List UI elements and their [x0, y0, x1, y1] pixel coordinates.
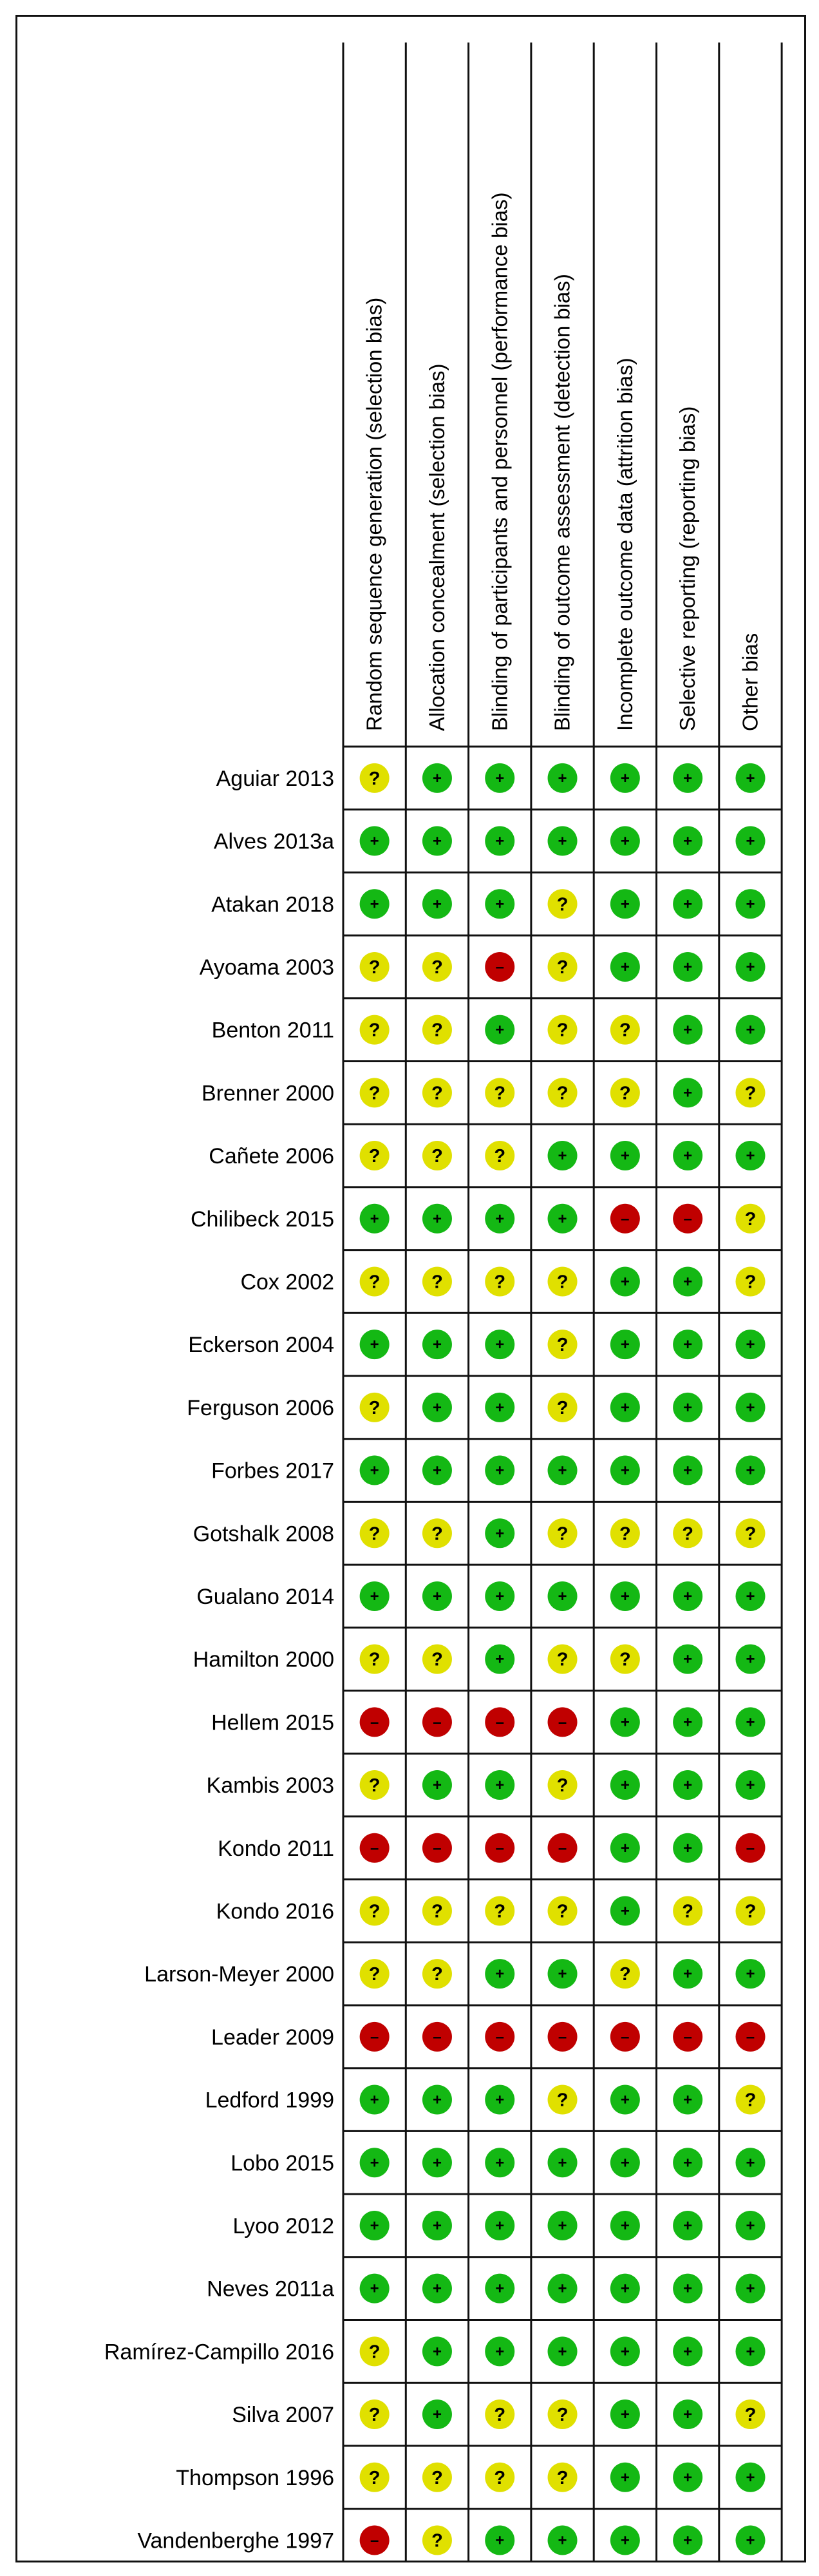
study-label: Gotshalk 2008 — [193, 1522, 334, 1547]
rating-symbol: + — [746, 2343, 755, 2361]
column-header-label: Blinding of outcome assessment (detection bias) — [550, 274, 574, 731]
rating-symbol: + — [683, 1839, 693, 1857]
rating-symbol: + — [495, 2217, 505, 2235]
rating-symbol: ? — [368, 1775, 381, 1797]
study-label: Thompson 1996 — [176, 2465, 334, 2490]
table-row — [211, 1456, 765, 1485]
rating-symbol: + — [683, 895, 693, 913]
table-row — [232, 2211, 765, 2240]
rating-symbol: ? — [431, 957, 443, 978]
rating-symbol: + — [495, 1210, 505, 1228]
rating-symbol: + — [683, 1021, 693, 1039]
rating-symbol: ? — [368, 2342, 381, 2363]
rating-symbol: ? — [744, 2090, 757, 2111]
risk-of-bias-chart — [17, 17, 804, 2561]
rating-symbol: + — [683, 1398, 693, 1417]
rating-symbol: ? — [368, 1020, 381, 1041]
rating-symbol: – — [746, 2028, 755, 2046]
study-label: Lyoo 2012 — [232, 2213, 334, 2238]
rating-symbol: + — [370, 895, 379, 913]
rating-symbol: ? — [744, 1272, 757, 1293]
study-label: Hamilton 2000 — [193, 1647, 334, 1672]
rating-symbol: + — [558, 769, 567, 787]
study-label: Kondo 2011 — [218, 1836, 334, 1861]
rating-symbol: + — [746, 2468, 755, 2486]
rating-symbol: + — [620, 1713, 630, 1732]
rating-symbol: + — [620, 832, 630, 850]
rating-symbol: ? — [494, 1083, 506, 1104]
rating-symbol: ? — [556, 1083, 569, 1104]
table-row — [202, 1078, 765, 1107]
study-label: Ramírez-Campillo 2016 — [104, 2340, 334, 2365]
rating-symbol: + — [558, 2532, 567, 2550]
rating-symbol: + — [432, 832, 442, 850]
study-label: Chilibeck 2015 — [190, 1207, 334, 1232]
rating-symbol: ? — [556, 894, 569, 915]
table-row — [209, 1141, 765, 1170]
rating-symbol: ? — [431, 1523, 443, 1545]
rating-symbol: + — [746, 769, 755, 787]
rating-symbol: ? — [368, 2467, 381, 2488]
rating-symbol: – — [495, 2028, 504, 2046]
rating-symbol: – — [558, 1839, 567, 1857]
rating-symbol: + — [620, 1336, 630, 1354]
rating-symbol: + — [432, 1777, 442, 1795]
rating-symbol: + — [746, 1965, 755, 1983]
table-row — [193, 1518, 766, 1548]
rating-symbol: + — [683, 1336, 693, 1354]
table-row — [211, 889, 765, 919]
rating-symbol: + — [683, 1462, 693, 1480]
rating-symbol: ? — [556, 1649, 569, 1670]
rating-symbol: ? — [556, 2405, 569, 2426]
rating-symbol: – — [433, 1713, 442, 1732]
table-row — [207, 2274, 765, 2304]
study-label: Atakan 2018 — [211, 892, 334, 917]
rating-symbol: + — [558, 2280, 567, 2298]
rating-symbol: + — [620, 958, 630, 976]
rating-symbol: + — [683, 2154, 693, 2172]
rating-symbol: ? — [368, 768, 381, 789]
table-row — [211, 2022, 765, 2052]
study-label: Gualano 2014 — [196, 1584, 334, 1609]
rating-symbol: ? — [556, 1901, 569, 1922]
rating-symbol: + — [495, 832, 505, 850]
rating-symbol: + — [620, 2280, 630, 2298]
rating-symbol: + — [683, 832, 693, 850]
study-label: Benton 2011 — [211, 1018, 334, 1043]
table-row — [188, 1330, 765, 1359]
rating-symbol: ? — [368, 957, 381, 978]
rating-symbol: ? — [368, 1901, 381, 1922]
rating-symbol: – — [495, 1713, 504, 1732]
rating-symbol: ? — [431, 1146, 443, 1167]
rating-symbol: – — [558, 2028, 567, 2046]
rating-symbol: + — [746, 1587, 755, 1605]
rating-symbol: + — [620, 2468, 630, 2486]
rating-symbol: + — [558, 1587, 567, 1605]
rating-symbol: + — [558, 1210, 567, 1228]
study-label: Cox 2002 — [240, 1270, 334, 1295]
rating-symbol: + — [746, 1147, 755, 1165]
rating-symbol: + — [620, 2091, 630, 2109]
table-row — [240, 1266, 765, 1296]
rating-symbol: + — [432, 1210, 442, 1228]
study-label: Kambis 2003 — [206, 1773, 334, 1798]
table-row — [207, 1770, 766, 1800]
rating-symbol: ? — [368, 1146, 381, 1167]
study-label: Silva 2007 — [232, 2403, 334, 2428]
table-row — [191, 1204, 765, 1234]
rating-symbol: + — [620, 769, 630, 787]
column-header-label: Incomplete outcome data (attrition bias) — [612, 358, 637, 731]
rating-symbol: ? — [682, 1901, 694, 1922]
rating-symbol: + — [432, 2343, 442, 2361]
rating-symbol: + — [370, 1210, 379, 1228]
rating-symbol: + — [620, 1147, 630, 1165]
rating-symbol: + — [370, 2280, 379, 2298]
table-row — [176, 2463, 765, 2492]
rating-symbol: + — [495, 2343, 505, 2361]
rating-symbol: – — [370, 1839, 379, 1857]
rating-symbol: + — [683, 1273, 693, 1291]
rating-symbol: + — [495, 2154, 505, 2172]
rating-symbol: + — [432, 1587, 442, 1605]
table-row — [205, 2085, 766, 2115]
rating-symbol: + — [683, 1587, 693, 1605]
study-label: Cañete 2006 — [209, 1144, 334, 1169]
rating-symbol: + — [495, 1021, 505, 1039]
rating-symbol: + — [432, 769, 442, 787]
rating-symbol: ? — [431, 1901, 443, 1922]
study-label: Ledford 1999 — [205, 2088, 334, 2113]
rating-symbol: – — [370, 1713, 379, 1732]
rating-symbol: + — [620, 2217, 630, 2235]
study-label: Ferguson 2006 — [187, 1395, 334, 1420]
rating-symbol: + — [746, 1650, 755, 1668]
rating-symbol: + — [558, 832, 567, 850]
rating-symbol: + — [683, 2532, 693, 2550]
rating-symbol: + — [683, 769, 693, 787]
rating-symbol: ? — [744, 1523, 757, 1545]
column-header-label: Blinding of participants and personnel (performance bias) — [487, 192, 512, 731]
rating-symbol: + — [683, 1650, 693, 1668]
rating-symbol: + — [746, 958, 755, 976]
rating-symbol: ? — [431, 1083, 443, 1104]
study-label: Aguiar 2013 — [216, 766, 334, 791]
rating-symbol: + — [432, 2280, 442, 2298]
rating-symbol: ? — [368, 1397, 381, 1418]
table-row — [231, 2148, 765, 2177]
rating-symbol: – — [621, 1210, 630, 1228]
rating-symbol: ? — [431, 1649, 443, 1670]
rating-symbol: ? — [494, 1272, 506, 1293]
rating-symbol: + — [746, 2154, 755, 2172]
study-label: Kondo 2016 — [216, 1899, 334, 1924]
rating-symbol: – — [495, 958, 504, 976]
rating-symbol: ? — [682, 1523, 694, 1545]
rating-symbol: – — [370, 2028, 379, 2046]
rating-symbol: – — [433, 1839, 442, 1857]
rating-symbol: ? — [619, 1083, 631, 1104]
study-label: Alves 2013a — [213, 829, 334, 854]
table-row — [216, 1896, 766, 1925]
rating-symbol: + — [495, 2091, 505, 2109]
rating-symbol: + — [432, 1462, 442, 1480]
study-label: Ayoama 2003 — [199, 955, 334, 980]
rating-symbol: – — [558, 1713, 567, 1732]
rating-symbol: ? — [744, 1208, 757, 1230]
rating-symbol: + — [495, 1398, 505, 1417]
table-row — [193, 1645, 766, 1674]
rating-symbol: ? — [494, 2405, 506, 2426]
rating-symbol: ? — [431, 2467, 443, 2488]
column-header-label: Selective reporting (reporting bias) — [675, 406, 700, 731]
rating-symbol: + — [432, 2154, 442, 2172]
rating-symbol: + — [495, 1587, 505, 1605]
study-label: Vandenberghe 1997 — [137, 2528, 334, 2553]
rating-symbol: + — [746, 2532, 755, 2550]
rating-symbol: ? — [556, 1775, 569, 1797]
column-header-label: Allocation concealment (selection bias) — [424, 363, 449, 731]
rating-symbol: ? — [431, 1020, 443, 1041]
rating-symbol: + — [683, 1777, 693, 1795]
rating-symbol: – — [683, 2028, 692, 2046]
rating-symbol: ? — [368, 1964, 381, 1985]
study-label: Brenner 2000 — [201, 1081, 334, 1106]
rating-symbol: ? — [744, 1901, 757, 1922]
rating-symbol: + — [370, 2217, 379, 2235]
rating-symbol: + — [620, 2154, 630, 2172]
rating-symbol: + — [495, 2280, 505, 2298]
rating-symbol: + — [620, 1273, 630, 1291]
rating-symbol: + — [558, 2154, 567, 2172]
rating-symbol: + — [620, 1902, 630, 1920]
rating-symbol: ? — [556, 2467, 569, 2488]
rating-symbol: + — [746, 2217, 755, 2235]
rating-symbol: ? — [619, 1649, 631, 1670]
rating-symbol: + — [370, 832, 379, 850]
rating-symbol: + — [683, 2091, 693, 2109]
column-headers — [362, 193, 762, 731]
study-label: Eckerson 2004 — [188, 1333, 334, 1358]
rating-symbol: ? — [619, 1020, 631, 1041]
rating-symbol: ? — [744, 2405, 757, 2426]
rating-symbol: + — [558, 1147, 567, 1165]
study-label: Leader 2009 — [211, 2025, 334, 2050]
rating-symbol: ? — [494, 1146, 506, 1167]
rating-symbol: + — [683, 1713, 693, 1732]
table-row — [187, 1393, 765, 1422]
rating-symbol: + — [746, 1336, 755, 1354]
rating-symbol: + — [746, 1398, 755, 1417]
table-row — [200, 952, 766, 982]
rating-symbol: + — [558, 2343, 567, 2361]
rating-symbol: + — [746, 832, 755, 850]
figure-frame — [15, 15, 806, 2562]
rating-symbol: + — [495, 1336, 505, 1354]
rating-symbol: ? — [431, 1272, 443, 1293]
rating-symbol: + — [495, 1525, 505, 1543]
rating-symbol: + — [495, 769, 505, 787]
table-row — [216, 763, 766, 793]
rating-symbol: + — [620, 1839, 630, 1857]
rating-symbol: + — [370, 2091, 379, 2109]
rating-symbol: + — [683, 2217, 693, 2235]
rating-symbol: + — [432, 1398, 442, 1417]
rating-symbol: + — [432, 2406, 442, 2424]
table-row — [214, 826, 766, 856]
study-rows — [104, 763, 766, 2555]
rating-symbol: ? — [744, 1083, 757, 1104]
rating-symbol: ? — [619, 1523, 631, 1545]
rating-symbol: + — [432, 1336, 442, 1354]
rating-symbol: + — [558, 2217, 567, 2235]
rating-symbol: + — [683, 1147, 693, 1165]
table-row — [232, 2399, 765, 2429]
rating-symbol: + — [746, 1777, 755, 1795]
rating-symbol: + — [683, 2280, 693, 2298]
study-label: Larson-Meyer 2000 — [144, 1962, 334, 1987]
rating-symbol: + — [370, 1462, 379, 1480]
table-row — [104, 2336, 766, 2366]
rating-symbol: ? — [619, 1964, 631, 1985]
rating-symbol: + — [495, 1462, 505, 1480]
table-row — [196, 1581, 765, 1611]
rating-symbol: + — [495, 2532, 505, 2550]
rating-symbol: ? — [556, 1397, 569, 1418]
rating-symbol: + — [746, 895, 755, 913]
rating-symbol: + — [620, 1587, 630, 1605]
table-row — [144, 1959, 765, 1989]
rating-symbol: ? — [556, 1272, 569, 1293]
rating-symbol: ? — [431, 2530, 443, 2552]
rating-symbol: ? — [368, 1083, 381, 1104]
rating-symbol: + — [432, 2091, 442, 2109]
rating-symbol: + — [746, 1713, 755, 1732]
rating-symbol: ? — [431, 1964, 443, 1985]
rating-symbol: ? — [368, 1523, 381, 1545]
rating-symbol: + — [620, 1462, 630, 1480]
table-row — [212, 1015, 766, 1045]
rating-symbol: + — [683, 1965, 693, 1983]
rating-symbol: + — [370, 2154, 379, 2172]
rating-symbol: – — [683, 1210, 692, 1228]
study-label: Hellem 2015 — [211, 1710, 334, 1735]
rating-symbol: ? — [368, 2405, 381, 2426]
rating-symbol: + — [746, 1462, 755, 1480]
rating-symbol: ? — [556, 957, 569, 978]
rating-symbol: – — [621, 2028, 630, 2046]
rating-symbol: – — [433, 2028, 442, 2046]
rating-symbol: ? — [556, 1523, 569, 1545]
rating-symbol: + — [558, 1965, 567, 1983]
rating-symbol: ? — [494, 1901, 506, 1922]
rating-symbol: + — [620, 1777, 630, 1795]
rating-symbol: + — [370, 1336, 379, 1354]
rating-symbol: + — [620, 2532, 630, 2550]
rating-symbol: ? — [556, 2090, 569, 2111]
rating-symbol: + — [558, 1462, 567, 1480]
rating-symbol: – — [746, 1839, 755, 1857]
column-header-label: Random sequence generation (selection bias) — [362, 297, 386, 731]
rating-symbol: ? — [368, 1272, 381, 1293]
table-row — [137, 2525, 765, 2555]
rating-symbol: ? — [556, 1335, 569, 1356]
study-label: Lobo 2015 — [231, 2151, 334, 2176]
table-row — [218, 1833, 765, 1863]
rating-symbol: – — [370, 2532, 379, 2550]
rating-symbol: ? — [556, 1020, 569, 1041]
rating-symbol: + — [683, 2343, 693, 2361]
rating-symbol: + — [683, 2406, 693, 2424]
rating-symbol: + — [432, 2217, 442, 2235]
rating-symbol: + — [620, 2406, 630, 2424]
rating-symbol: ? — [368, 1649, 381, 1670]
rating-symbol: + — [495, 895, 505, 913]
rating-symbol: + — [495, 1965, 505, 1983]
table-row — [211, 1707, 765, 1737]
rating-symbol: + — [746, 1021, 755, 1039]
rating-symbol: + — [683, 2468, 693, 2486]
column-header-label: Other bias — [738, 633, 762, 731]
rating-symbol: + — [620, 2343, 630, 2361]
rating-symbol: + — [746, 2280, 755, 2298]
study-label: Neves 2011a — [207, 2276, 334, 2302]
rating-symbol: + — [620, 895, 630, 913]
rating-symbol: + — [432, 895, 442, 913]
rating-symbol: + — [495, 1650, 505, 1668]
rating-symbol: ? — [494, 2467, 506, 2488]
rating-symbol: + — [495, 1777, 505, 1795]
study-label: Forbes 2017 — [211, 1458, 334, 1484]
rating-symbol: + — [683, 958, 693, 976]
rating-symbol: + — [620, 1398, 630, 1417]
rating-symbol: – — [495, 1839, 504, 1857]
rating-symbol: + — [370, 1587, 379, 1605]
rating-symbol: + — [683, 1084, 693, 1102]
